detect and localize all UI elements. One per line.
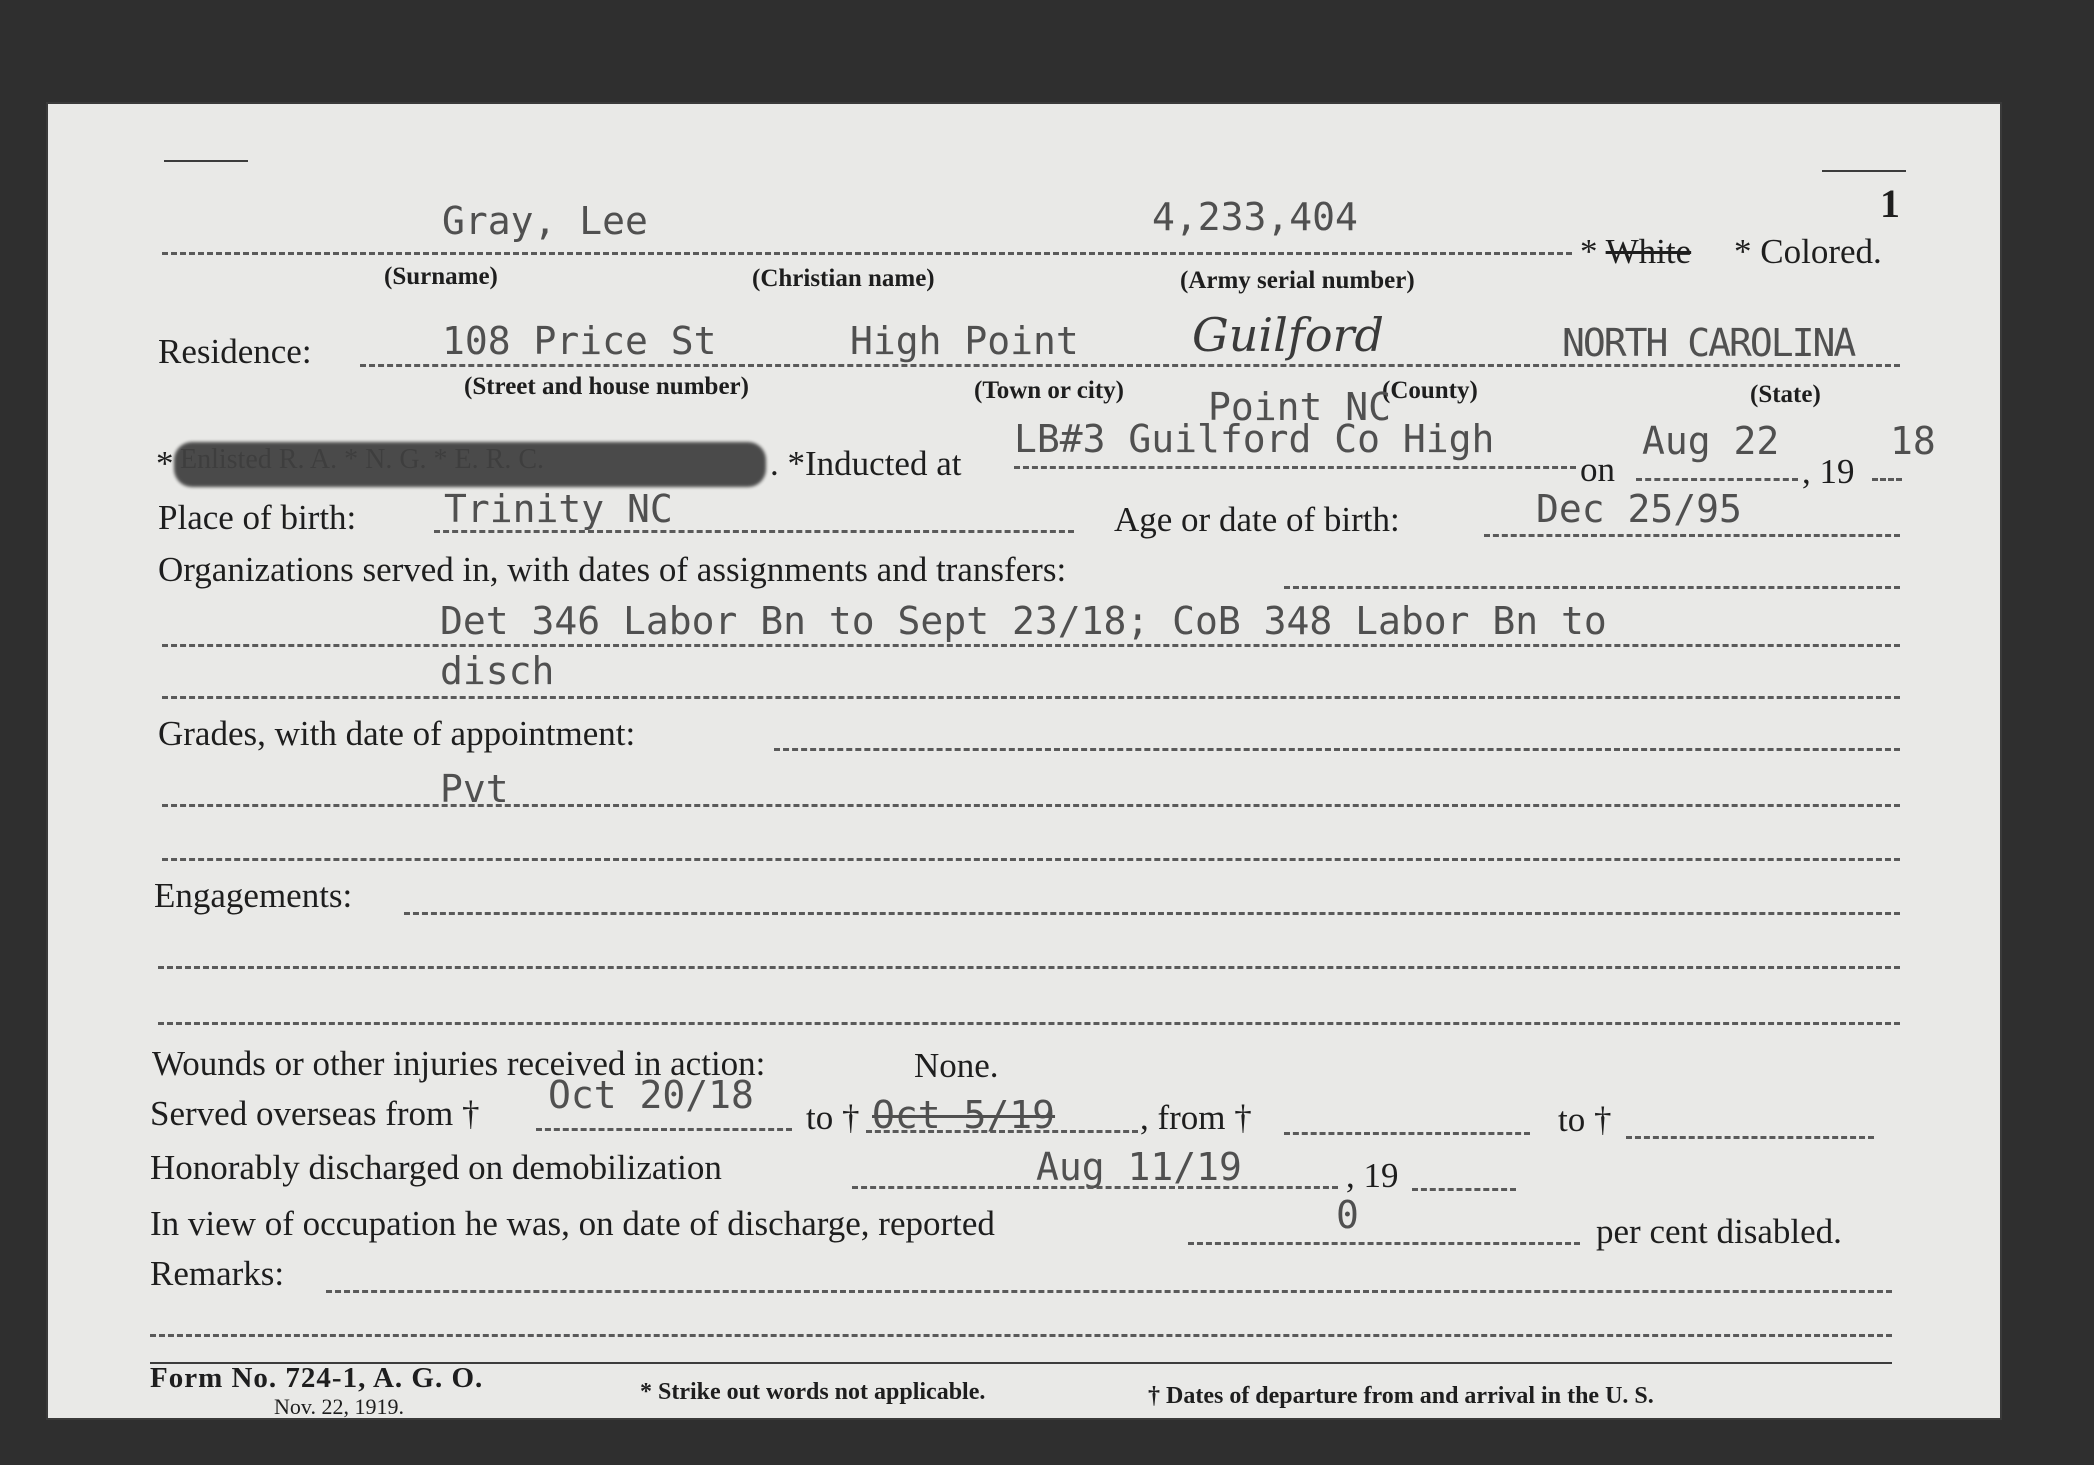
overseas-from2-line [1284, 1132, 1530, 1135]
grades-line-2 [162, 858, 1900, 861]
race-white: * White [1580, 232, 1692, 271]
disabled-suffix-label: per cent disabled. [1596, 1212, 1842, 1251]
place-of-birth-label: Place of birth: [158, 498, 357, 537]
induction-date-value: Aug 22 [1642, 419, 1780, 463]
town-value: High Point [850, 319, 1079, 363]
discharged-label: Honorably discharged on demobilization [150, 1148, 722, 1187]
organizations-value-line2: disch [440, 649, 555, 693]
date-of-birth-value: Dec 25/95 [1536, 487, 1742, 531]
overseas-to2-line [1626, 1136, 1874, 1139]
organizations-label: Organizations served in, with dates of assignments and transfers: [158, 550, 1067, 589]
disabled-line [1188, 1242, 1580, 1245]
year-prefix: , 19 [1802, 452, 1855, 491]
remarks-line-0 [326, 1290, 1892, 1293]
disabled-prefix-label: In view of occupation he was, on date of discharge, reported [150, 1204, 995, 1243]
top-left-rule [164, 160, 248, 162]
engagements-label: Engagements: [154, 876, 353, 915]
residence-label: Residence: [158, 332, 312, 371]
age-or-dob-label: Age or date of birth: [1114, 500, 1400, 539]
organizations-line-1 [162, 644, 1900, 647]
surname-label: (Surname) [384, 263, 498, 290]
card-number: 1 [1880, 181, 1900, 226]
overseas-from-value: Oct 20/18 [548, 1073, 754, 1117]
overseas-from-line [536, 1128, 792, 1131]
name-line [162, 252, 1572, 255]
induction-place-line1: Point NC [1208, 385, 1392, 429]
engagements-line-2 [158, 1022, 1900, 1025]
christian-name-label: (Christian name) [752, 265, 935, 292]
county-label: (County) [1382, 377, 1478, 404]
serial-label: (Army serial number) [1180, 267, 1415, 294]
organizations-value-line1: Det 346 Labor Bn to Sept 23/18; CoB 348 Labor Bn to [440, 599, 1607, 643]
engagements-line-0 [404, 912, 1900, 915]
grades-line-1 [162, 804, 1900, 807]
surname-name-value: Gray, Lee [442, 199, 648, 243]
wounds-value: None. [914, 1046, 999, 1085]
served-overseas-label: Served overseas from † [150, 1094, 480, 1133]
engagements-line-1 [158, 966, 1900, 969]
street-label: (Street and house number) [464, 373, 749, 400]
date-line [1636, 478, 1798, 481]
on-label: on [1580, 450, 1615, 489]
grades-value: Pvt [440, 767, 509, 811]
discharge-year-prefix: , 19 [1346, 1156, 1399, 1195]
place-of-birth-value: Trinity NC [444, 487, 673, 531]
inducted-line [1014, 466, 1576, 469]
dates-note: † Dates of departure from and arrival in the U. S. [1148, 1383, 1654, 1409]
county-handwritten-value: Guilford [1192, 308, 1384, 362]
inducted-label: . *Inducted at [770, 444, 962, 483]
overseas-to-value: Oct 5/19 [872, 1093, 1056, 1137]
strike-note: * Strike out words not applicable. [640, 1379, 986, 1405]
enlisted-asterisk: * [156, 444, 174, 483]
state-label: (State) [1750, 381, 1821, 408]
remarks-line-1 [150, 1334, 1892, 1337]
grades-line-0 [774, 748, 1900, 751]
induction-place-line2: LB#3 Guilford Co High [1014, 417, 1495, 461]
serial-number-value: 4,233,404 [1152, 195, 1358, 239]
wounds-label: Wounds or other injuries received in action: [152, 1044, 766, 1083]
overseas-to2-label: to † [1558, 1100, 1612, 1139]
percent-disabled-value: 0 [1336, 1193, 1359, 1237]
year-line [1872, 478, 1902, 481]
overseas-from2-label: , from † [1140, 1098, 1252, 1137]
organizations-line-2 [162, 696, 1900, 699]
discharge-date-value: Aug 11/19 [1036, 1145, 1242, 1189]
form-number: Form No. 724-1, A. G. O. [150, 1362, 484, 1394]
form-date: Nov. 22, 1919. [274, 1394, 404, 1419]
overseas-to-label: to † [806, 1098, 860, 1137]
induction-year-value: 18 [1890, 419, 1936, 463]
town-label: (Town or city) [974, 377, 1124, 404]
organizations-line-0 [1284, 586, 1900, 589]
state-value: NORTH CAROLINA [1562, 321, 1855, 365]
date-of-birth-line [1484, 534, 1900, 537]
redaction-blot [174, 442, 766, 487]
discharge-year-line [1412, 1188, 1516, 1191]
race-colored: * Colored. [1734, 232, 1882, 271]
top-right-rule [1822, 170, 1906, 172]
overseas-to-line [866, 1130, 1138, 1133]
residence-line [360, 364, 1900, 367]
discharge-line [852, 1186, 1338, 1189]
remarks-label: Remarks: [150, 1254, 285, 1293]
grades-label: Grades, with date of appointment: [158, 714, 636, 753]
place-of-birth-line [434, 530, 1074, 533]
street-value: 108 Price St [442, 319, 717, 363]
